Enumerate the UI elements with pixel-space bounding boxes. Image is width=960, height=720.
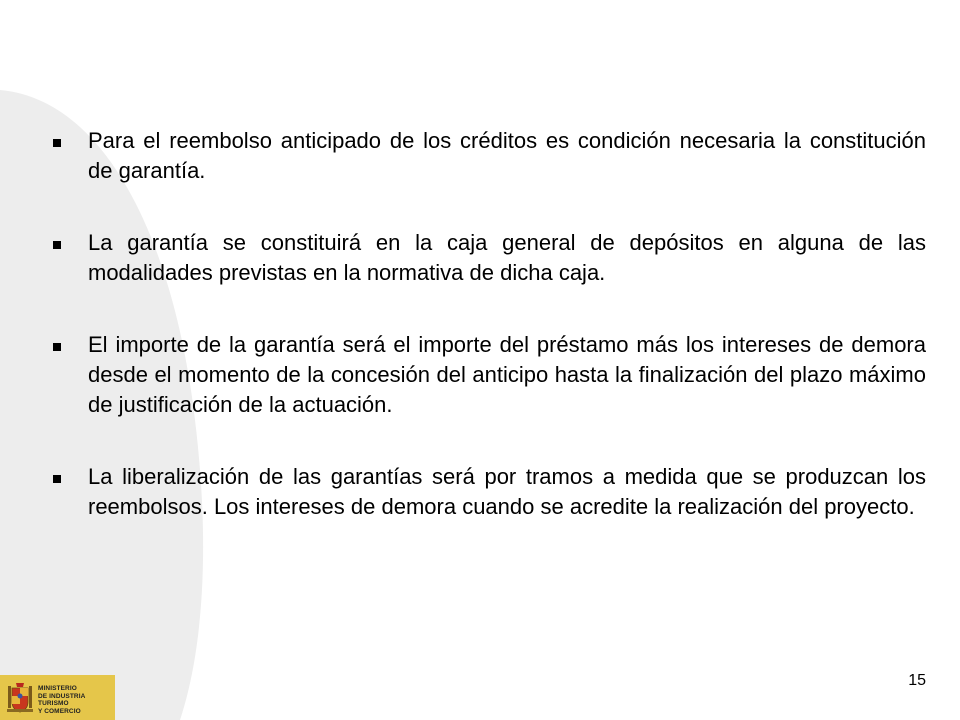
bullet-item [50,462,926,522]
logo-text-line: DE INDUSTRIA TURISMO [38,692,86,707]
bullet-text: Para el reembolso anticipado de los créditos es condición necesaria la constitución de garantía. [88,128,926,183]
logo-text [38,685,115,715]
bullet-item [50,228,926,288]
square-bullet-icon [53,343,61,351]
square-bullet-icon [53,139,61,147]
spain-coat-of-arms-icon [7,680,33,716]
bullet-item [50,126,926,186]
page-number: 15 [908,672,926,689]
logo-text-line: Y COMERCIO [38,707,81,715]
square-bullet-icon [53,475,61,483]
bullet-text: La garantía se constituirá en la caja general de depósitos en alguna de las modalidades previstas en la normativa de dicha caja. [88,230,926,285]
logo-text-line: MINISTERIO [38,685,77,692]
ministry-logo [0,675,115,720]
bullet-text: El importe de la garantía será el importe del préstamo más los intereses de demora desde el momento de la concesión del anticipo hasta la finalización del plazo máximo de justificación de la actuación. [88,332,926,417]
bullet-item [50,330,926,420]
bullet-list [50,126,926,564]
square-bullet-icon [53,241,61,249]
bullet-text: La liberalización de las garantías será por tramos a medida que se produzcan los reembolsos. Los intereses de demora cuando se acredite la realización del proyecto. [88,464,926,519]
